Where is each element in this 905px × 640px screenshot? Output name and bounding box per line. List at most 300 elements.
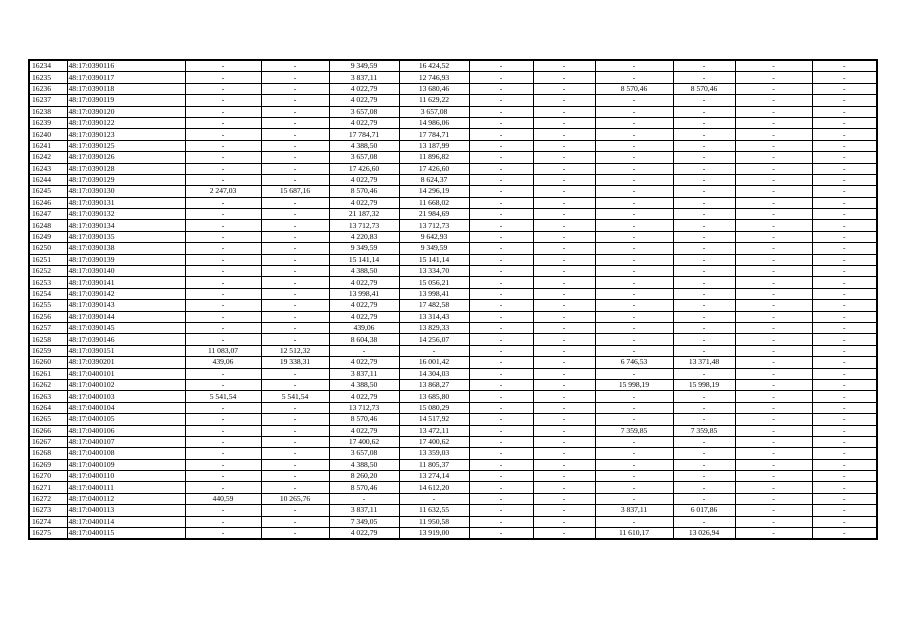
- cell-value-col-9: -: [595, 220, 673, 231]
- cell-row-number: 16269: [29, 459, 67, 470]
- cell-value-col-9: -: [595, 254, 673, 265]
- cell-value-col-3: -: [185, 220, 261, 231]
- cell-value-col-4: -: [261, 95, 329, 106]
- cell-value-col-11: -: [735, 106, 812, 117]
- cell-cadastral-code: 48:17:0400106: [67, 425, 185, 436]
- cell-value-col-6: 15 141,14: [399, 254, 469, 265]
- cell-value-col-12: -: [812, 448, 877, 459]
- cell-row-number: 16235: [29, 72, 67, 83]
- cell-value-col-5: 3 837,11: [329, 368, 399, 379]
- cell-value-col-4: 19 338,31: [261, 357, 329, 368]
- cell-value-col-3: -: [185, 300, 261, 311]
- cell-value-col-5: 4 388,50: [329, 379, 399, 390]
- cell-value-col-12: -: [812, 322, 877, 333]
- cell-value-col-10: -: [673, 209, 735, 220]
- cell-value-col-3: -: [185, 277, 261, 288]
- cell-value-col-6: 14 304,03: [399, 368, 469, 379]
- cell-value-col-3: -: [185, 129, 261, 140]
- cell-value-col-3: -: [185, 528, 261, 540]
- cell-value-col-12: -: [812, 471, 877, 482]
- cell-value-col-3: -: [185, 60, 261, 72]
- cell-value-col-6: 16 001,42: [399, 357, 469, 368]
- cell-row-number: 16272: [29, 493, 67, 504]
- cell-value-col-8: -: [533, 288, 595, 299]
- cell-value-col-9: -: [595, 402, 673, 413]
- cell-value-col-6: 17 426,60: [399, 163, 469, 174]
- cell-value-col-5: 8 570,46: [329, 482, 399, 493]
- cell-value-col-11: -: [735, 436, 812, 447]
- cell-value-col-12: -: [812, 60, 877, 72]
- cell-row-number: 16267: [29, 436, 67, 447]
- cell-value-col-11: -: [735, 117, 812, 128]
- cell-value-col-10: -: [673, 471, 735, 482]
- cell-cadastral-code: 48:17:0390126: [67, 152, 185, 163]
- cell-value-col-7: -: [469, 174, 533, 185]
- cell-cadastral-code: 48:17:0390129: [67, 174, 185, 185]
- cell-value-col-6: 17 400,62: [399, 436, 469, 447]
- cell-value-col-11: -: [735, 345, 812, 356]
- cell-value-col-5: 8 570,46: [329, 186, 399, 197]
- cell-value-col-6: 13 187,99: [399, 140, 469, 151]
- table-row: [29, 322, 877, 333]
- cell-value-col-9: -: [595, 174, 673, 185]
- table-row: [29, 83, 877, 94]
- cell-value-col-5: 3 657,08: [329, 448, 399, 459]
- cell-value-col-4: -: [261, 254, 329, 265]
- cell-value-col-5: 3 837,11: [329, 72, 399, 83]
- cell-row-number: 16238: [29, 106, 67, 117]
- cell-value-col-6: 8 624,37: [399, 174, 469, 185]
- cell-value-col-8: -: [533, 72, 595, 83]
- cell-value-col-4: -: [261, 528, 329, 540]
- cell-value-col-10: -: [673, 266, 735, 277]
- cell-value-col-11: -: [735, 197, 812, 208]
- cell-value-col-9: 15 998,19: [595, 379, 673, 390]
- cell-value-col-7: -: [469, 528, 533, 540]
- cell-value-col-12: -: [812, 493, 877, 504]
- cell-row-number: 16234: [29, 60, 67, 72]
- table-row: [29, 402, 877, 413]
- cell-value-col-6: 14 256,07: [399, 334, 469, 345]
- cell-value-col-11: -: [735, 60, 812, 72]
- table-row: [29, 254, 877, 265]
- cell-value-col-8: -: [533, 60, 595, 72]
- cell-value-col-5: 4 388,50: [329, 266, 399, 277]
- cell-value-col-11: -: [735, 129, 812, 140]
- cell-value-col-11: -: [735, 174, 812, 185]
- cell-value-col-9: -: [595, 345, 673, 356]
- cell-value-col-4: -: [261, 311, 329, 322]
- cell-value-col-6: 3 657,08: [399, 106, 469, 117]
- cell-value-col-8: -: [533, 482, 595, 493]
- cell-value-col-4: -: [261, 436, 329, 447]
- cell-value-col-11: -: [735, 163, 812, 174]
- cell-value-col-5: 4 022,79: [329, 391, 399, 402]
- cell-value-col-3: -: [185, 425, 261, 436]
- cell-value-col-8: -: [533, 220, 595, 231]
- cell-value-col-4: -: [261, 174, 329, 185]
- cell-value-col-6: 13 998,41: [399, 288, 469, 299]
- cell-value-col-5: 17 426,60: [329, 163, 399, 174]
- cell-value-col-6: 11 629,22: [399, 95, 469, 106]
- cell-value-col-10: -: [673, 482, 735, 493]
- cell-value-col-10: 6 017,86: [673, 505, 735, 516]
- cell-value-col-6: 13 868,27: [399, 379, 469, 390]
- cell-value-col-8: -: [533, 231, 595, 242]
- cell-value-col-10: -: [673, 186, 735, 197]
- cell-value-col-7: -: [469, 95, 533, 106]
- cell-value-col-11: -: [735, 231, 812, 242]
- cell-value-col-11: -: [735, 311, 812, 322]
- cell-cadastral-code: 48:17:0390125: [67, 140, 185, 151]
- cell-value-col-11: -: [735, 254, 812, 265]
- cell-value-col-11: -: [735, 334, 812, 345]
- cell-value-col-8: -: [533, 83, 595, 94]
- cell-value-col-10: -: [673, 174, 735, 185]
- cell-value-col-12: -: [812, 266, 877, 277]
- cell-value-col-5: 21 187,32: [329, 209, 399, 220]
- cell-cadastral-code: 48:17:0400105: [67, 414, 185, 425]
- cell-value-col-11: -: [735, 72, 812, 83]
- cell-value-col-10: 13 371,48: [673, 357, 735, 368]
- cell-value-col-9: 6 746,53: [595, 357, 673, 368]
- table-row: [29, 334, 877, 345]
- cell-value-col-12: -: [812, 311, 877, 322]
- cell-value-col-9: -: [595, 152, 673, 163]
- cell-value-col-8: -: [533, 140, 595, 151]
- cell-value-col-8: -: [533, 448, 595, 459]
- cell-value-col-4: -: [261, 209, 329, 220]
- cell-row-number: 16259: [29, 345, 67, 356]
- cell-value-col-8: -: [533, 391, 595, 402]
- cell-row-number: 16274: [29, 516, 67, 527]
- cell-value-col-10: -: [673, 117, 735, 128]
- cell-value-col-12: -: [812, 243, 877, 254]
- cell-value-col-5: 4 022,79: [329, 528, 399, 540]
- cell-value-col-3: -: [185, 163, 261, 174]
- cell-value-col-4: -: [261, 300, 329, 311]
- table-row: [29, 197, 877, 208]
- cell-value-col-6: -: [399, 493, 469, 504]
- cell-value-col-9: -: [595, 300, 673, 311]
- cell-cadastral-code: 48:17:0400110: [67, 471, 185, 482]
- cell-value-col-12: -: [812, 186, 877, 197]
- cell-value-col-7: -: [469, 368, 533, 379]
- cell-value-col-7: -: [469, 220, 533, 231]
- cell-value-col-9: -: [595, 117, 673, 128]
- cell-value-col-10: -: [673, 493, 735, 504]
- cell-value-col-10: 8 570,46: [673, 83, 735, 94]
- cell-cadastral-code: 48:17:0390141: [67, 277, 185, 288]
- cell-row-number: 16244: [29, 174, 67, 185]
- table-row: [29, 72, 877, 83]
- cell-value-col-7: -: [469, 436, 533, 447]
- cell-value-col-10: -: [673, 414, 735, 425]
- cell-value-col-4: -: [261, 322, 329, 333]
- cell-value-col-5: 4 388,50: [329, 459, 399, 470]
- cell-value-col-11: -: [735, 379, 812, 390]
- cell-value-col-5: 4 220,83: [329, 231, 399, 242]
- cell-value-col-3: -: [185, 322, 261, 333]
- cell-value-col-12: -: [812, 516, 877, 527]
- cell-value-col-8: -: [533, 528, 595, 540]
- cell-value-col-5: 4 022,79: [329, 197, 399, 208]
- cell-value-col-7: -: [469, 243, 533, 254]
- cell-value-col-8: -: [533, 163, 595, 174]
- cell-value-col-9: -: [595, 368, 673, 379]
- cell-value-col-7: -: [469, 379, 533, 390]
- cell-value-col-7: -: [469, 140, 533, 151]
- cell-value-col-7: -: [469, 117, 533, 128]
- cell-value-col-7: -: [469, 322, 533, 333]
- cell-value-col-10: -: [673, 254, 735, 265]
- cell-value-col-10: -: [673, 197, 735, 208]
- cell-value-col-11: -: [735, 368, 812, 379]
- cell-value-col-4: -: [261, 402, 329, 413]
- cell-value-col-12: -: [812, 209, 877, 220]
- cell-value-col-4: -: [261, 471, 329, 482]
- cell-value-col-3: -: [185, 334, 261, 345]
- cell-value-col-10: -: [673, 140, 735, 151]
- cell-value-col-5: 4 022,79: [329, 300, 399, 311]
- cell-value-col-4: -: [261, 72, 329, 83]
- cell-row-number: 16248: [29, 220, 67, 231]
- cell-value-col-8: -: [533, 493, 595, 504]
- cell-value-col-9: -: [595, 322, 673, 333]
- cell-value-col-9: -: [595, 277, 673, 288]
- cell-value-col-6: 13 472,11: [399, 425, 469, 436]
- cell-value-col-6: 14 612,20: [399, 482, 469, 493]
- table-row: [29, 482, 877, 493]
- cell-value-col-5: 9 349,59: [329, 243, 399, 254]
- cell-value-col-9: -: [595, 186, 673, 197]
- cell-value-col-5: 4 022,79: [329, 425, 399, 436]
- table-row: [29, 493, 877, 504]
- cell-value-col-6: 11 632,55: [399, 505, 469, 516]
- cell-value-col-10: -: [673, 459, 735, 470]
- cell-value-col-7: -: [469, 482, 533, 493]
- table-row: [29, 117, 877, 128]
- cell-value-col-9: -: [595, 95, 673, 106]
- cell-value-col-9: -: [595, 471, 673, 482]
- cell-value-col-3: -: [185, 288, 261, 299]
- table-row: [29, 288, 877, 299]
- cell-value-col-8: -: [533, 254, 595, 265]
- cell-value-col-11: -: [735, 448, 812, 459]
- cell-value-col-4: -: [261, 197, 329, 208]
- cell-cadastral-code: 48:17:0390134: [67, 220, 185, 231]
- cell-value-col-8: -: [533, 459, 595, 470]
- cell-value-col-4: -: [261, 505, 329, 516]
- cell-row-number: 16260: [29, 357, 67, 368]
- cell-value-col-6: 13 685,80: [399, 391, 469, 402]
- cell-value-col-11: -: [735, 391, 812, 402]
- cell-value-col-5: 13 712,73: [329, 220, 399, 231]
- cell-value-col-4: -: [261, 482, 329, 493]
- cell-value-col-7: -: [469, 83, 533, 94]
- cell-value-col-7: -: [469, 254, 533, 265]
- cell-value-col-6: 9 642,93: [399, 231, 469, 242]
- table-row: [29, 425, 877, 436]
- cell-value-col-10: -: [673, 345, 735, 356]
- cell-row-number: 16268: [29, 448, 67, 459]
- cell-value-col-8: -: [533, 243, 595, 254]
- cell-value-col-12: -: [812, 300, 877, 311]
- table-row: [29, 266, 877, 277]
- cell-value-col-12: -: [812, 254, 877, 265]
- cell-value-col-5: 3 837,11: [329, 505, 399, 516]
- cell-value-col-7: -: [469, 516, 533, 527]
- cell-value-col-9: -: [595, 72, 673, 83]
- cell-value-col-11: -: [735, 83, 812, 94]
- cell-row-number: 16262: [29, 379, 67, 390]
- cell-value-col-10: -: [673, 436, 735, 447]
- cell-row-number: 16247: [29, 209, 67, 220]
- cell-value-col-8: -: [533, 266, 595, 277]
- cell-value-col-10: -: [673, 220, 735, 231]
- cell-value-col-11: -: [735, 266, 812, 277]
- cell-value-col-8: -: [533, 152, 595, 163]
- cell-value-col-7: -: [469, 152, 533, 163]
- cell-value-col-7: -: [469, 357, 533, 368]
- cell-row-number: 16240: [29, 129, 67, 140]
- cell-value-col-5: -: [329, 493, 399, 504]
- cell-value-col-3: -: [185, 117, 261, 128]
- cell-cadastral-code: 48:17:0390143: [67, 300, 185, 311]
- cell-value-col-3: -: [185, 379, 261, 390]
- cell-row-number: 16241: [29, 140, 67, 151]
- cell-value-col-11: -: [735, 516, 812, 527]
- cell-value-col-3: 439,06: [185, 357, 261, 368]
- cell-value-col-3: 440,59: [185, 493, 261, 504]
- cell-value-col-6: 11 805,37: [399, 459, 469, 470]
- cell-row-number: 16254: [29, 288, 67, 299]
- table-row: [29, 471, 877, 482]
- table-row: [29, 391, 877, 402]
- cell-value-col-6: 13 359,03: [399, 448, 469, 459]
- cell-cadastral-code: 48:17:0390138: [67, 243, 185, 254]
- cell-cadastral-code: 48:17:0390120: [67, 106, 185, 117]
- cell-value-col-4: -: [261, 106, 329, 117]
- cell-value-col-5: 439,06: [329, 322, 399, 333]
- cell-value-col-6: 15 080,29: [399, 402, 469, 413]
- cell-cadastral-code: 48:17:0400109: [67, 459, 185, 470]
- cell-value-col-4: -: [261, 243, 329, 254]
- cell-value-col-12: -: [812, 277, 877, 288]
- cell-value-col-7: -: [469, 266, 533, 277]
- cell-value-col-12: -: [812, 231, 877, 242]
- table-row: [29, 163, 877, 174]
- cell-value-col-3: 2 247,03: [185, 186, 261, 197]
- cell-value-col-11: -: [735, 95, 812, 106]
- cell-value-col-9: 7 359,85: [595, 425, 673, 436]
- cell-value-col-5: 3 657,08: [329, 152, 399, 163]
- cell-value-col-3: 11 083,07: [185, 345, 261, 356]
- cell-value-col-5: 4 022,79: [329, 311, 399, 322]
- cell-value-col-9: -: [595, 243, 673, 254]
- cell-value-col-12: -: [812, 379, 877, 390]
- cell-value-col-9: -: [595, 311, 673, 322]
- cell-cadastral-code: 48:17:0390201: [67, 357, 185, 368]
- cell-value-col-12: -: [812, 197, 877, 208]
- cell-value-col-8: -: [533, 436, 595, 447]
- cell-value-col-10: -: [673, 368, 735, 379]
- cell-value-col-12: -: [812, 505, 877, 516]
- cell-value-col-11: -: [735, 300, 812, 311]
- cell-row-number: 16250: [29, 243, 67, 254]
- cell-value-col-5: 13 712,73: [329, 402, 399, 413]
- cell-value-col-7: -: [469, 163, 533, 174]
- cell-cadastral-code: 48:17:0390131: [67, 197, 185, 208]
- cell-value-col-9: -: [595, 129, 673, 140]
- cell-row-number: 16253: [29, 277, 67, 288]
- cell-value-col-10: -: [673, 163, 735, 174]
- cell-cadastral-code: 48:17:0390132: [67, 209, 185, 220]
- cell-value-col-10: -: [673, 322, 735, 333]
- cell-value-col-3: -: [185, 414, 261, 425]
- table-row: [29, 152, 877, 163]
- cell-value-col-7: -: [469, 288, 533, 299]
- cell-value-col-3: -: [185, 436, 261, 447]
- cell-value-col-11: -: [735, 186, 812, 197]
- table-row: [29, 345, 877, 356]
- cell-value-col-11: -: [735, 471, 812, 482]
- cell-value-col-8: -: [533, 300, 595, 311]
- cell-value-col-10: -: [673, 516, 735, 527]
- cell-value-col-12: -: [812, 95, 877, 106]
- cell-value-col-10: -: [673, 300, 735, 311]
- cell-cadastral-code: 48:17:0390142: [67, 288, 185, 299]
- table-row: [29, 516, 877, 527]
- cell-value-col-6: 13 712,73: [399, 220, 469, 231]
- cell-value-col-6: 21 984,69: [399, 209, 469, 220]
- cell-value-col-11: -: [735, 493, 812, 504]
- table-row: [29, 60, 877, 72]
- cell-cadastral-code: 48:17:0390119: [67, 95, 185, 106]
- cell-value-col-5: 8 570,46: [329, 414, 399, 425]
- cell-value-col-6: -: [399, 345, 469, 356]
- cell-cadastral-code: 48:17:0390146: [67, 334, 185, 345]
- cell-value-col-10: -: [673, 106, 735, 117]
- cell-row-number: 16264: [29, 402, 67, 413]
- cell-value-col-4: -: [261, 117, 329, 128]
- cell-value-col-12: -: [812, 129, 877, 140]
- cell-value-col-3: -: [185, 402, 261, 413]
- cell-value-col-6: 13 829,33: [399, 322, 469, 333]
- cell-value-col-3: -: [185, 471, 261, 482]
- cell-value-col-8: -: [533, 209, 595, 220]
- table-row: [29, 220, 877, 231]
- cell-value-col-10: -: [673, 311, 735, 322]
- cell-value-col-3: -: [185, 231, 261, 242]
- table-row: [29, 459, 877, 470]
- table-row: [29, 95, 877, 106]
- cell-value-col-8: -: [533, 129, 595, 140]
- cell-value-col-8: -: [533, 379, 595, 390]
- cell-cadastral-code: 48:17:0390130: [67, 186, 185, 197]
- cell-value-col-12: -: [812, 391, 877, 402]
- table-row: [29, 129, 877, 140]
- cell-value-col-4: 5 541,54: [261, 391, 329, 402]
- cell-value-col-7: -: [469, 72, 533, 83]
- table-row: [29, 379, 877, 390]
- cell-value-col-6: 13 680,46: [399, 83, 469, 94]
- cell-value-col-8: -: [533, 334, 595, 345]
- cell-value-col-8: -: [533, 414, 595, 425]
- cell-value-col-12: -: [812, 83, 877, 94]
- cell-value-col-3: -: [185, 83, 261, 94]
- cell-value-col-4: 15 687,16: [261, 186, 329, 197]
